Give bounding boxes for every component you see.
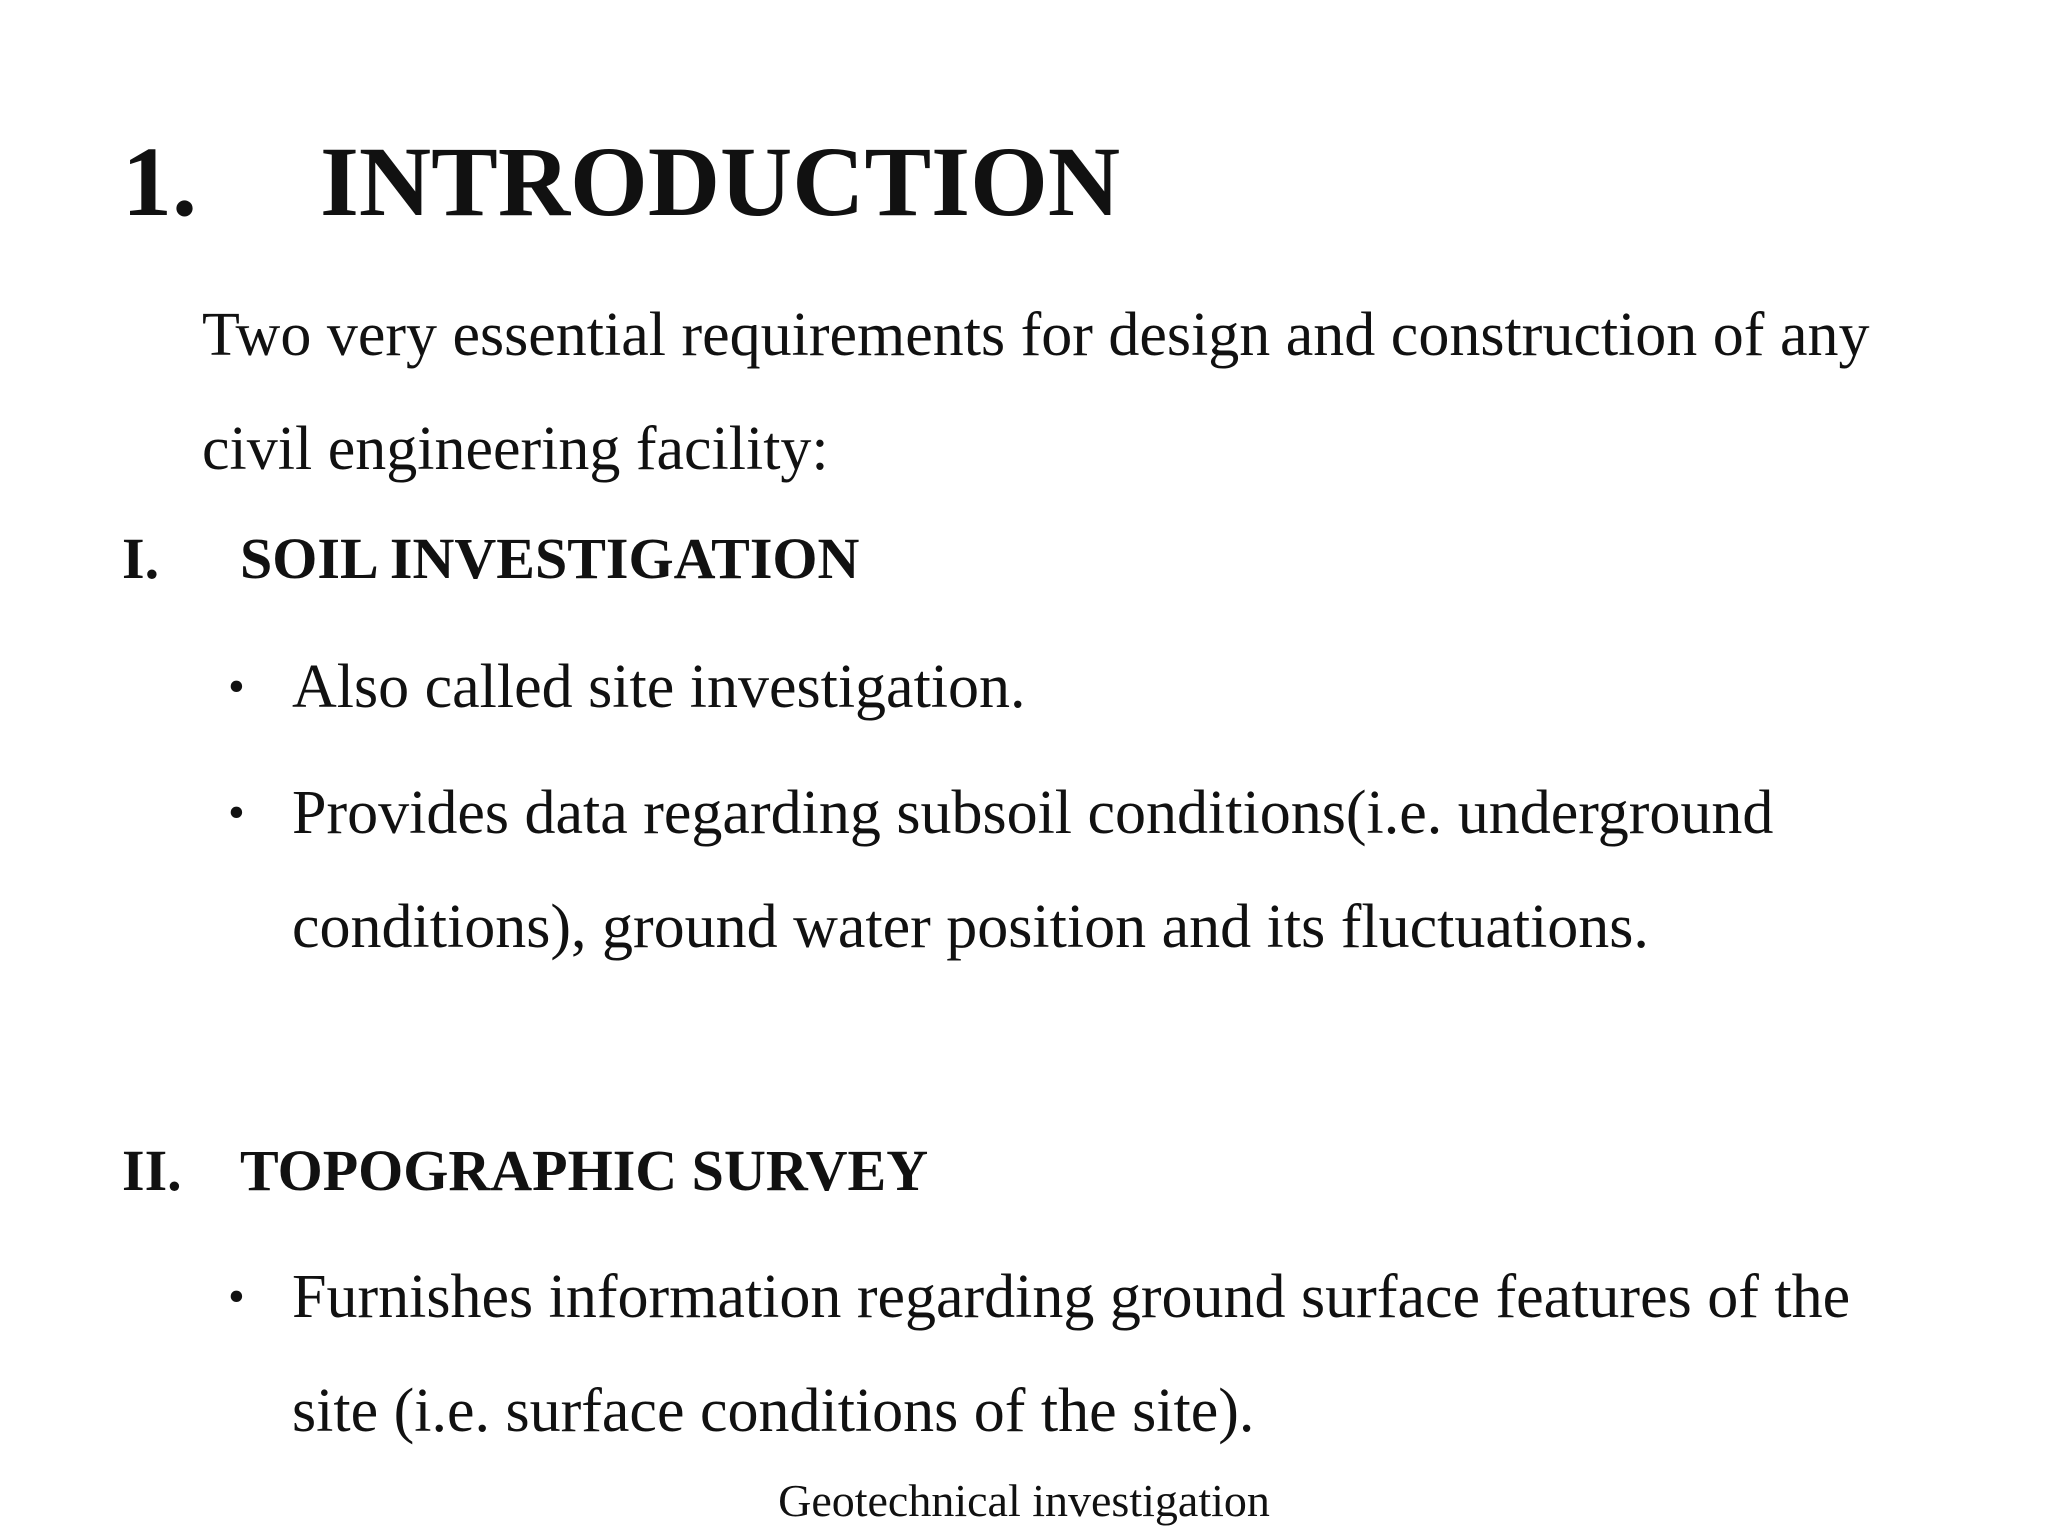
- section-numeral: II.: [122, 1138, 182, 1203]
- list-item: [224, 1240, 1944, 1468]
- list-item: [224, 630, 1944, 744]
- intro-paragraph: Two very essential requirements for design and construction of any civil engineering facility:: [202, 301, 1870, 483]
- list-item: [224, 756, 1944, 984]
- bullet-text: Furnishes information regarding ground surface features of the site (i.e. surface conditions of the site).: [292, 1263, 1851, 1445]
- topographic-survey-bullet-list: [224, 1240, 1944, 1468]
- soil-investigation-bullet-list: [224, 630, 1944, 984]
- section-heading-soil-investigation: [122, 526, 860, 591]
- section-numeral: I.: [122, 526, 160, 591]
- slide-footer: Geotechnical investigation: [778, 1475, 1270, 1526]
- section-title: SOIL INVESTIGATION: [240, 526, 860, 591]
- bullet-icon: •: [228, 1270, 245, 1323]
- title-text: INTRODUCTION: [320, 126, 1121, 237]
- page-title: [122, 126, 1121, 237]
- bullet-text: Provides data regarding subsoil conditions(i.e. underground conditions), ground water position and its fluctuations.: [292, 779, 1774, 961]
- bullet-icon: •: [228, 786, 245, 839]
- section-heading-topographic-survey: [122, 1138, 929, 1203]
- section-title: TOPOGRAPHIC SURVEY: [240, 1138, 929, 1203]
- bullet-icon: •: [228, 660, 245, 713]
- bullet-text: Also called site investigation.: [292, 653, 1026, 721]
- title-number: 1.: [122, 126, 197, 237]
